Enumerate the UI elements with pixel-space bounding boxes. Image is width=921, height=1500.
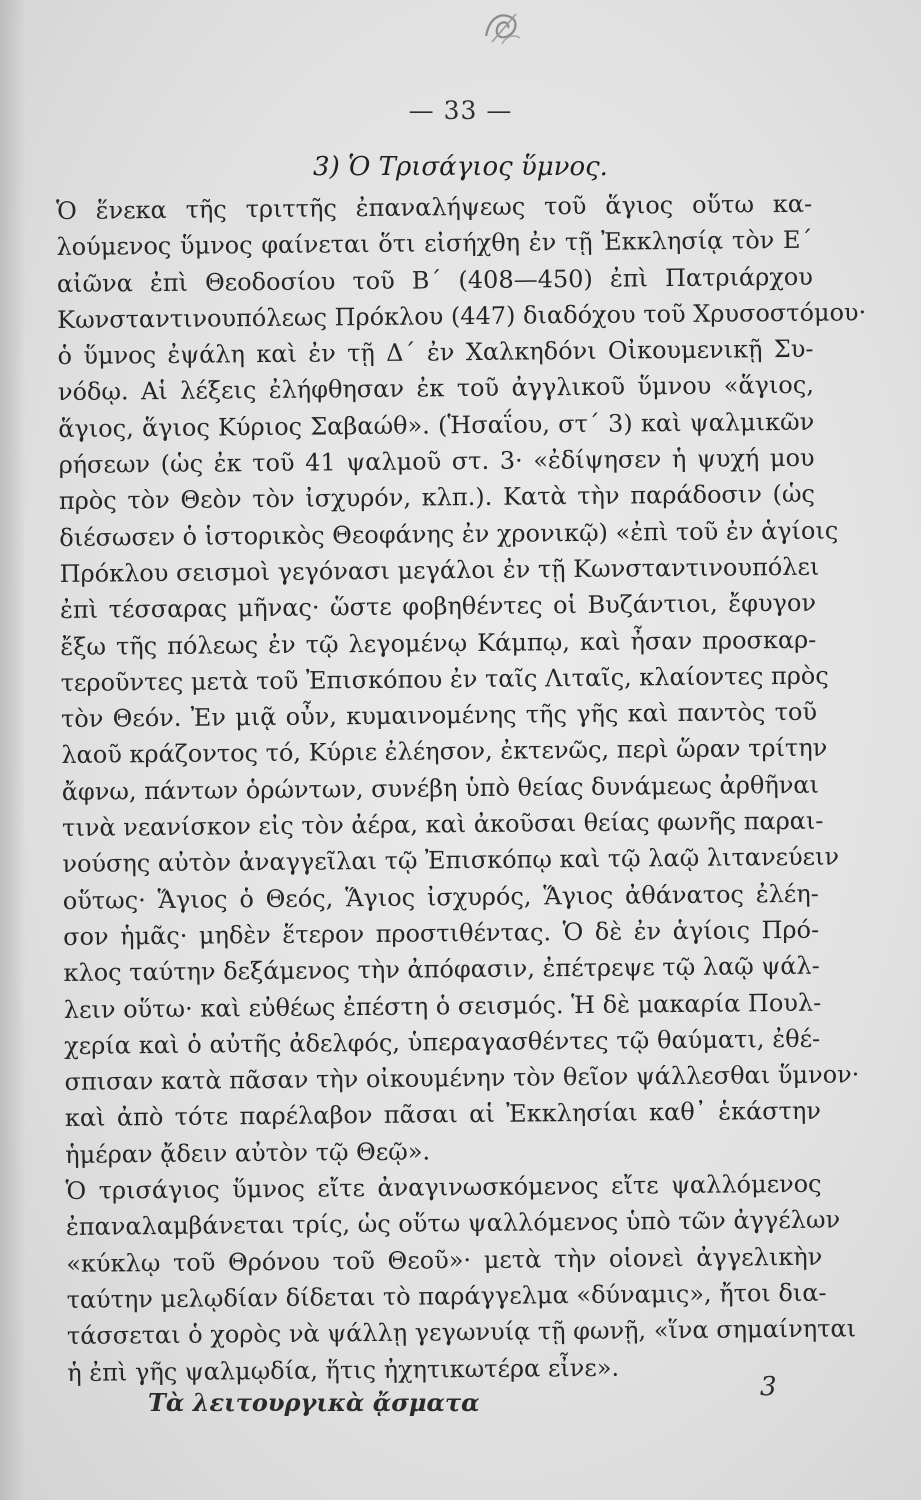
text-line: χερία καὶ ὁ αὐτῆς ἀδελφός, ὑπεραγασθέντες τῷ θαύματι, ἐθέ-: [64, 1024, 821, 1060]
text-line: οὕτως· Ἅγιος ὁ Θεός, Ἅγιος ἰσχυρός, Ἅγιος ἀθάνατος ἐλέη-: [62, 879, 819, 915]
text-line: Ὁ ἕνεκα τῆς τριττῆς ἐπαναλήψεως τοῦ ἅγιος οὕτω κα-: [56, 189, 813, 225]
text-line: νόδῳ. Αἱ λέξεις ἐλήφθησαν ἐκ τοῦ ἀγγλικοῦ ὕμνου «ἅγιος,: [57, 371, 815, 407]
text-line: σον ἡμᾶς· μηδὲν ἕτερον προστιθέντας. Ὁ δὲ ἐν ἁγίοις Πρό-: [63, 915, 820, 951]
page-number: — 33 —: [408, 96, 513, 125]
text-line: τεροῦντες μετὰ τοῦ Ἐπισκόπου ἐν ταῖς Λιταῖς, κλαίοντες πρὸς: [60, 661, 829, 697]
text-line: ὁ ὕμνος ἐψάλη καὶ ἐν τῇ Δ΄ ἐν Χαλκηδόνι Οἰκουμενικῇ Συ-: [57, 334, 814, 371]
text-line: ἐπαναλαμβάνεται τρίς, ὡς οὕτω ψαλλόμενος ὑπὸ τῶν ἀγγέλων: [65, 1205, 841, 1242]
text-line: σπισαν κατὰ πᾶσαν τὴν οἰκουμένην τὸν θεῖον ψάλλεσθαι ὕμνον·: [64, 1060, 860, 1097]
section-heading: 3) Ὁ Τρισάγιος ὕμνος.: [313, 152, 608, 182]
text-line: λειν οὕτω· καὶ εὐθέως ἐπέστη ὁ σεισμός. Ἡ δὲ μακαρία Πουλ-: [63, 988, 822, 1024]
text-line: τάσσεται ὁ χορὸς νὰ ψάλλῃ γεγωνυίᾳ τῇ φωνῇ, «ἵνα σημαίνηται: [66, 1314, 857, 1351]
text-line: κλος ταύτην δεξάμενος τὴν ἀπόφασιν, ἐπέτρεψε τῷ λαῷ ψάλ-: [63, 951, 820, 988]
footer-title: Τὰ λειτουργικὰ ᾄσματα: [148, 1388, 480, 1417]
text-line: «κύκλῳ τοῦ Θρόνου τοῦ Θεοῦ»· μετὰ τὴν οἱονεὶ ἀγγελικὴν: [66, 1242, 823, 1278]
ink-stamp-mark: [472, 6, 532, 50]
page-edge-shadow: [0, 0, 26, 1500]
text-line: διέσωσεν ὁ ἱστορικὸς Θεοφάνης ἐν χρονικῷ) «ἐπὶ τοῦ ἐν ἁγίοις: [59, 516, 839, 552]
text-line: νούσης αὐτὸν ἀναγγεῖλαι τῷ Ἐπισκόπῳ καὶ τῷ λαῷ λιτανεύειν: [62, 842, 840, 879]
text-line: ρήσεων (ὡς ἐκ τοῦ 41 ψαλμοῦ στ. 3· «ἐδίψησεν ἡ ψυχή μου: [58, 443, 815, 480]
text-line: ταύτην μελῳδίαν δίδεται τὸ παράγγελμα «δύναμις», ἤτοι δια-: [66, 1278, 827, 1314]
text-line: ἅγιος, ἅγιος Κύριος Σαβαώθ». (Ἡσαΐου, στ΄ 3) καὶ ψαλμικῶν: [58, 407, 815, 443]
text-line: ἡμέραν ᾄδειν αὐτὸν τῷ Θεῷ».: [65, 1137, 431, 1169]
text-line: τινὰ νεανίσκον εἰς τὸν ἀέρα, καὶ ἀκοῦσαι θείας φωνῆς παραι-: [61, 806, 824, 843]
text-line: ἄφνω, πάντων ὁρώντων, συνέβη ὑπὸ θείας δυνάμεως ἀρθῆναι: [61, 770, 820, 806]
text-line: τὸν Θεόν. Ἐν μιᾷ οὖν, κυμαινομένης τῆς γῆς καὶ παντὸς τοῦ: [60, 697, 818, 734]
text-line: ἐπὶ τέσσαρας μῆνας· ὥστε φοβηθέντες οἱ Βυζάντιοι, ἔφυγον: [59, 588, 817, 625]
text-line: λαοῦ κράζοντος τό, Κύριε ἐλέησον, ἐκτενῶς, περὶ ὥραν τρίτην: [61, 734, 828, 770]
text-line: Πρόκλου σεισμοὶ γεγόνασι μεγάλοι ἐν τῇ Κωνσταντινουπόλει: [59, 552, 820, 588]
text-line: Ὁ τρισάγιος ὕμνος εἴτε ἀναγινωσκόμενος εἴτε ψαλλόμενος: [65, 1169, 822, 1205]
text-line: λούμενος ὕμνος φαίνεται ὅτι εἰσήχθη ἐν τῇ Ἐκκλησίᾳ τὸν Ε΄: [56, 226, 813, 262]
text-line: καὶ ἀπὸ τότε παρέλαβον πᾶσαι αἱ Ἐκκλησίαι καθ᾽ ἑκάστην: [64, 1097, 821, 1133]
text-line: αἰῶνα ἐπὶ Θεοδοσίου τοῦ Β΄ (408—450) ἐπὶ Πατριάρχου: [56, 262, 813, 298]
text-line: ἔξω τῆς πόλεως ἐν τῷ λεγομένῳ Κάμπῳ, καὶ ἦσαν προσκαρ-: [60, 625, 817, 661]
signature-number: 3: [760, 1372, 777, 1402]
text-line: πρὸς τὸν Θεὸν τὸν ἰσχυρόν, κλπ.). Κατὰ τὴν παράδοσιν (ὡς: [58, 480, 816, 516]
body-text: [56, 186, 867, 1391]
text-line: Κωνσταντινουπόλεως Πρόκλου (447) διαδόχου τοῦ Χρυσοστόμου·: [57, 298, 867, 334]
text-line: ἡ ἐπὶ γῆς ψαλμῳδία, ἥτις ἠχητικωτέρα εἶνε».: [67, 1353, 620, 1387]
